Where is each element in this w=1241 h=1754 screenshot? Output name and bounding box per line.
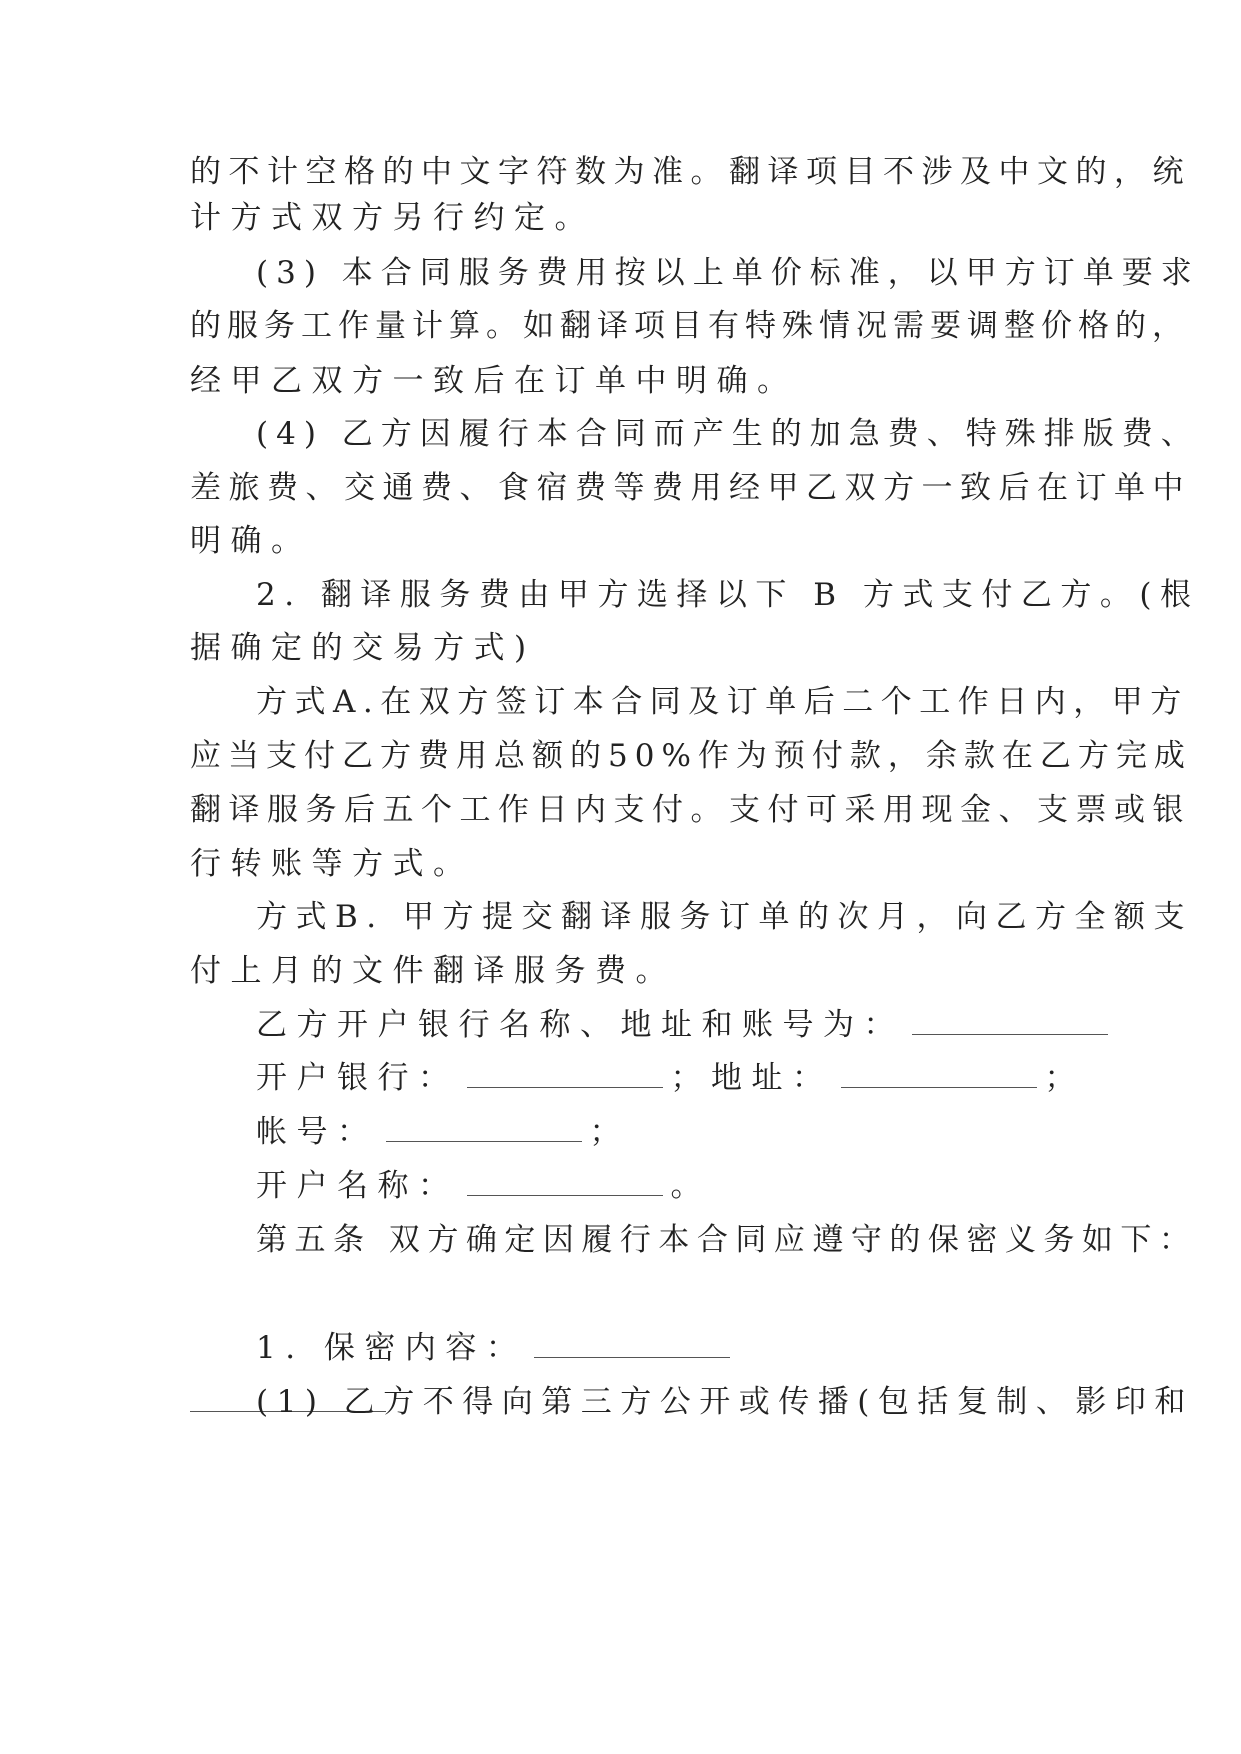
bank-name-blank — [467, 1061, 663, 1088]
paragraph-line: 明确。 — [190, 523, 312, 559]
account-name-line — [256, 1166, 711, 1206]
paragraph-line: 翻译服务后五个工作日内支付。支付可采用现金、支票或银 — [190, 792, 1191, 828]
confidential-content-blank — [534, 1331, 730, 1358]
address-blank — [841, 1061, 1037, 1088]
account-name-label: 开户名称： — [256, 1168, 459, 1204]
paragraph-line: (3) 本合同服务费用按以上单价标准，以甲方订单要求 — [256, 255, 1200, 291]
separator: ； — [670, 1060, 711, 1096]
paragraph-line: 差旅费、交通费、食宿费等费用经甲乙双方一致后在订单中 — [190, 470, 1191, 506]
paragraph-line: 应当支付乙方费用总额的50%作为预付款，余款在乙方完成 — [190, 738, 1192, 774]
paragraph-line: 方式A.在双方签订本合同及订单后二个工作日内，甲方 — [256, 684, 1189, 720]
paragraph-line: 付上月的文件翻译服务费。 — [190, 953, 676, 989]
paragraph-line: 的不计空格的中文字符数为准。翻译项目不涉及中文的，统 — [190, 154, 1191, 190]
paragraph-line: 行转账等方式。 — [190, 846, 474, 882]
account-line — [256, 1112, 630, 1152]
bank-info-blank — [912, 1008, 1108, 1035]
paragraph-line: 经甲乙双方一致后在订单中明确。 — [190, 363, 798, 399]
confidential-content-label: 1. 保密内容： — [256, 1330, 527, 1366]
confidential-content-line — [256, 1328, 738, 1368]
account-name-blank — [467, 1169, 663, 1196]
paragraph-line: 的服务工作量计算。如翻译项目有特殊情况需要调整价格的， — [190, 308, 1189, 344]
paragraph-line: 据确定的交易方式) — [190, 630, 536, 666]
bank-intro-line — [256, 1005, 1116, 1045]
account-blank — [386, 1115, 582, 1142]
paragraph-line: (1) 乙方不得向第三方公开或传播(包括复制、影印和 — [256, 1384, 1194, 1420]
bank-name-label: 开户银行： — [256, 1060, 459, 1096]
account-label: 帐号： — [256, 1114, 378, 1150]
paragraph-line: 方式B. 甲方提交翻译服务订单的次月，向乙方全额支 — [256, 899, 1193, 935]
bank-name-line — [256, 1058, 1085, 1098]
paragraph-line: (4) 乙方因履行本合同而产生的加急费、特殊排版费、 — [256, 416, 1200, 452]
paragraph-line: 计方式双方另行约定。 — [190, 200, 595, 236]
bank-intro-label: 乙方开户银行名称、地址和账号为： — [256, 1007, 904, 1043]
separator: ； — [1044, 1060, 1085, 1096]
address-label: 地址： — [711, 1060, 833, 1096]
period: 。 — [670, 1168, 711, 1204]
paragraph-line: 2. 翻译服务费由甲方选择以下 B 方式支付乙方。(根 — [256, 577, 1200, 613]
article-heading: 第五条 双方确定因履行本合同应遵守的保密义务如下： — [256, 1222, 1198, 1258]
separator: ； — [589, 1114, 630, 1150]
